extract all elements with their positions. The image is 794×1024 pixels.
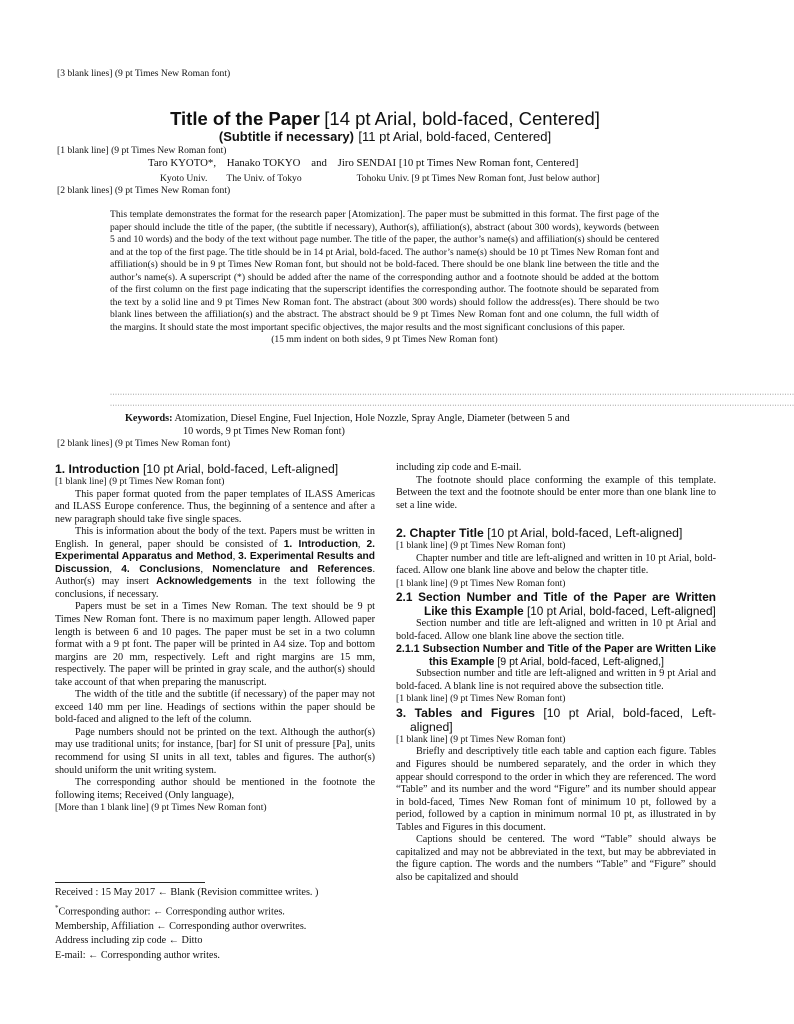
author-line: Taro KYOTO*, Hanako TOKYO and Jiro SENDAI [10 pt Times New Roman font, Centered] <box>148 157 579 169</box>
paper-subtitle <box>0 128 770 146</box>
keywords-text-cont: 10 words, 9 pt Times New Roman font) <box>183 425 345 437</box>
keywords-label: Keywords: <box>125 413 173 424</box>
intro-paragraph-5: Page numbers should not be printed on the text. Although the author(s) may use traditional units; for instance, [bar] for SI unit of pressure [Pa], units recommend for using SI units in all text, tables and figures. The author(s) should uniform the unit writing system. <box>55 726 375 776</box>
footnote-corresponding-author <box>55 901 385 920</box>
footnote-email: E-mail: ← Corresponding author writes. <box>55 949 220 961</box>
tables-figures-heading-text: 3. Tables and Figures <box>396 705 535 720</box>
footnote-cont-2: The footnote should place conforming the example of this template. Between the text and the footnote should be enter more than one blank line to set a line wide. <box>396 474 716 511</box>
footnote-rule <box>55 882 205 883</box>
tables-figures-heading <box>396 706 716 734</box>
chapter-heading-note: [10 pt Arial, bold-faced, Left-aligned] <box>487 526 683 541</box>
section-heading-text: 2.1 Section Number and Title of the Paper are Written Like this Example <box>396 590 716 619</box>
blank-after-affiliation: [2 blank lines] (9 pt Times New Roman font) <box>57 185 231 196</box>
p2-section-3: 3. Experimental Results and Discussion <box>55 551 375 575</box>
tables-figures-heading-note: [10 pt Arial, bold-faced, Left-aligned] <box>410 705 717 734</box>
p2-text-c: in the text following the conclusions, if necessary. <box>55 576 375 600</box>
section-heading-note: [10 pt Arial, bold-faced, Left-aligned] <box>526 604 716 619</box>
intro-paragraph-2: This is information about the body of the text. Papers must be written in English. In general, paper should be consisted of 1. Introduction, 2. Experimental Apparatus and Method, 3. Experimental Results and Discussion, 4. Conclusions, Nomenclature and References. Author(s) may insert Acknowledgements in the text following the conclusions, if necessary. <box>55 526 376 600</box>
blank-after-title: [1 blank line] (9 pt Times New Roman font) <box>57 145 227 156</box>
tables-figures-text-2: Captions should be centered. The word “Table” should always be capitalized and may not be abbreviated in the text, but may be abbreviated in the figure caption. The words and the numbers “Table” and “Figure” should also be capitalized and should <box>396 834 716 883</box>
section-text: Section number and title are left-aligned and written in 10 pt Arial and bold-faced. Allow one blank line above the section title. <box>396 618 716 642</box>
left-column <box>55 462 375 815</box>
subsection-text: Subsection number and title are left-aligned and written in 9 pt Arial and bold-faced. A blank line is not required above the subsection title. <box>396 668 716 692</box>
footnote-cont-1: including zip code and E-mail. <box>396 462 522 473</box>
footnote-received: Received : 15 May 2017 ← Blank (Revision committee writes. ) <box>55 887 319 898</box>
intro-paragraph-4: The width of the title and the subtitle (if necessary) of the paper may not exceed 140 mm per line. Headings of sections within the paper should be bold-faced and aligned to the left of the column. <box>55 689 375 726</box>
chapter-heading-text: 2. Chapter Title <box>396 526 484 541</box>
chapter-text: Chapter number and title are left-aligned and written in 10 pt Arial, bold-faced. Allow one blank line above and below the chapter title. <box>396 552 716 577</box>
p2-section-2: 2. Experimental Apparatus and Method <box>55 538 375 563</box>
footnote-address: Address including zip code ← Ditto <box>55 935 203 947</box>
footnotes <box>55 886 385 963</box>
right-column <box>396 462 716 884</box>
intro-paragraph-6: The corresponding author should be mentioned in the footnote the following items; Received (Only language), <box>55 777 375 801</box>
abstract <box>110 209 659 347</box>
introduction-heading-text: 1. Introduction <box>55 462 140 476</box>
subsection-heading-text: 2.1.1 Subsection Number and Title of the Paper are Written Like this Example <box>396 643 716 668</box>
abstract-indent-note: (15 mm indent on both sides, 9 pt Times New Roman font) <box>271 334 498 345</box>
p2-section-4: 4. Conclusions <box>121 563 201 575</box>
p2-section-1: 1. Introduction <box>283 538 358 550</box>
footnote-corresponding-text: Corresponding author: ← Corresponding author writes. <box>58 905 285 917</box>
dotted-separator-top: ·················································································································································································································································································· <box>110 392 794 398</box>
blank-line-note-2: [1 blank line] (9 pt Times New Roman font) <box>396 540 566 552</box>
p2-section-6: Acknowledgements <box>156 576 252 588</box>
blank-after-keywords: [2 blank lines] (9 pt Times New Roman font) <box>57 438 231 449</box>
blank-line-note-5: [1 blank line] (9 pt Times New Roman font) <box>396 733 566 745</box>
subsection-heading-note: [9 pt Arial, bold-faced, Left-aligned,] <box>497 655 664 668</box>
introduction-heading-note: [10 pt Arial, bold-faced, Left-aligned] <box>143 462 339 476</box>
p2-text-a: This is information about the body of the text. Papers must be written in English. In general, paper should be consisted of <box>55 526 375 550</box>
dotted-separator-bottom: ·················································································································································································································································································· <box>110 403 794 409</box>
p2-text-b: Author(s) may insert <box>55 576 149 588</box>
p2-section-5: Nomenclature and References <box>212 563 373 575</box>
chapter-heading <box>396 526 716 540</box>
subtitle-format-note: [11 pt Arial, bold-faced, Centered] <box>358 129 552 144</box>
introduction-heading <box>55 462 375 476</box>
footnote-star: * <box>55 903 59 912</box>
affiliation-line: Kyoto Univ. The Univ. of Tokyo Tohoku Univ. [9 pt Times New Roman font, Just below author] <box>160 173 600 184</box>
intro-paragraph-3: Papers must be set in a Times New Roman. The text should be 9 pt Times New Roman font. There is no maximum paper length. Allowed paper length is between 6 and 10 pages. The paper must be set in a two column format with a 9 pt font. The paper will be printed in A4 size. Top and bottom margins are 20 mm, respectively. Left and right margins are 15 mm, respectively. The paper will be printed in gray scale, and the author(s) should take account of that when preparing the manuscript. <box>55 601 375 688</box>
subtitle-text: (Subtitle if necessary) <box>218 129 354 144</box>
abstract-text: This template demonstrates the format for the research paper [Atomization]. The paper must be submitted in this format. The first page of the paper should include the title of the paper, (the subtitle if necessary), Author(s), affiliation(s), abstract (about 300 words), keywords (between 5 and 10 words) and the body of the text without page number. The title of the paper, the author’s name(s) and affiliation(s) should be centered and at the top of the first page. The title should be in 14 pt Arial, bold-faced. The author’s name(s) should be 10 pt Times New Roman font and affiliation(s) should be in 9 pt Times New Roman font, but should not be bold-faced. There should be one blank line between the title and the author’s name(s). A superscript (*) should be added after the name of the corresponding author and a footnote should be added at the bottom of the first column on the first page indicating that the superscript identifies the corresponding author. The footnote should be separated from the text by a solid line and 9 pt Times New Roman font. The abstract (about 300 words) should follow the address(es). There should be two blank lines between the affiliation(s) and the abstract. The abstract should be 9 pt Times New Roman font and one column, the full width of the margins. It should state the most important specific objectives, the major results and the most significant conclusions of this paper. <box>110 209 659 333</box>
title-text: Title of the Paper <box>170 108 320 129</box>
paper-title <box>0 108 770 130</box>
subsection-heading <box>396 643 716 668</box>
intro-paragraph-1: This paper format quoted from the paper templates of ILASS Americas and ILASS Europe conference. Thus, the beginning of a sentence and after a new paragraph should take five single spaces. <box>55 488 375 525</box>
blank-line-note-4: [1 blank line] (9 pt Times New Roman font) <box>396 693 566 705</box>
section-heading <box>396 590 716 618</box>
blank-line-note-3: [1 blank line] (9 pt Times New Roman font) <box>396 577 566 589</box>
keywords-text: Atomization, Diesel Engine, Fuel Injection, Hole Nozzle, Spray Angle, Diameter (between 5 and <box>174 413 570 424</box>
keywords <box>125 413 570 438</box>
tables-figures-text-1: Briefly and descriptively title each table and caption each figure. Tables and Figures should be numbered separately, and the order in which they appear should correspond to the order in which they are referenced. The word “Table” and its number and the word “Figure” and its number should appear in bold-faced, Times New Roman font of minimum 10 pt, followed by a period, followed by a caption in minimum normal 10 pt, as illustrated in by Tables and Figures in this document. <box>396 746 716 833</box>
blank-line-note: [1 blank line] (9 pt Times New Roman font) <box>55 476 225 487</box>
title-format-note: [14 pt Arial, bold-faced, Centered] <box>324 108 600 129</box>
blank-lines-note: [3 blank lines] (9 pt Times New Roman font) <box>57 68 231 79</box>
blank-more-note: [More than 1 blank line] (9 pt Times New Roman font) <box>55 802 267 814</box>
footnote-membership: Membership, Affiliation ← Corresponding author overwrites. <box>55 920 307 932</box>
